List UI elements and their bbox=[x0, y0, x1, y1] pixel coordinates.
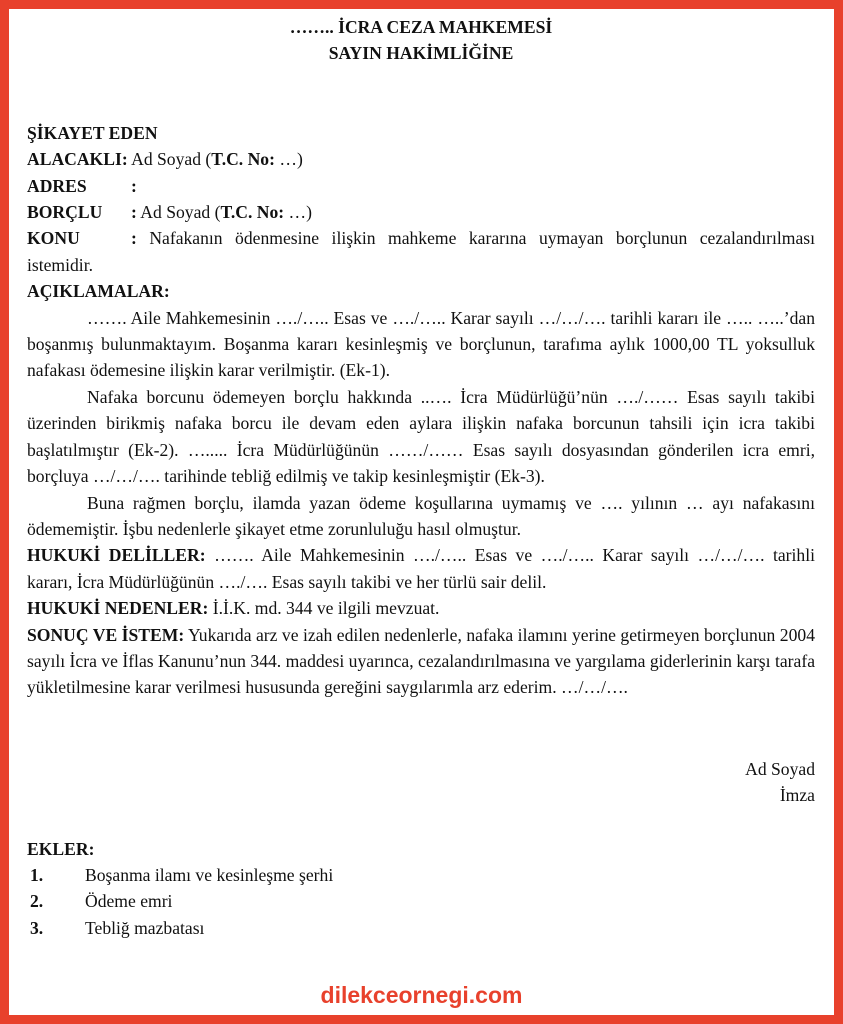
debtor-line bbox=[27, 199, 815, 225]
evidence-text: ……. Aile Mahkemesinin …./….. Esas ve …./….. Karar sayılı …/…/…. tarihli kararı, İcra Müdürlüğünün …./…. Esas sayılı takibi ve her türlü sair delil. bbox=[27, 545, 815, 592]
complainant-label: ŞİKAYET EDEN bbox=[27, 122, 158, 143]
creditor-tc-label: T.C. No: bbox=[211, 149, 275, 170]
debtor-tc-label: T.C. No: bbox=[220, 202, 285, 223]
creditor-tc-value: …) bbox=[274, 149, 303, 170]
explanation-paragraph-3: Buna rağmen borçlu, ilamda yazan ödeme koşullarına uymamış ve …. yılının … ayı nafakasını ödememiştir. İşbu nedenlerle şikayet etme zorunluluğu hasıl olmuştur. bbox=[27, 492, 815, 539]
creditor-label: ALACAKLI: bbox=[27, 149, 128, 170]
conclusion-text: Yukarıda arz ve izah edilen nedenlerle, nafaka ilamını yerine getirmeyen borçlunun 2004 sayılı İcra ve İflas Kanunu’nun 344. maddesi uyarınca, cezalandırılmasına ve yargılama giderlerinin karşı tarafa yükletilmesine karar verilmesi hususunda gereğini saygılarımla arz ederim. …/…/…. bbox=[27, 624, 815, 698]
debtor-tc-value: …) bbox=[284, 202, 312, 223]
creditor-line bbox=[27, 146, 815, 172]
conclusion-section bbox=[27, 622, 815, 701]
subject-line bbox=[27, 225, 815, 278]
explanations-label: AÇIKLAMALAR: bbox=[27, 281, 170, 302]
attachments-label: EKLER: bbox=[27, 838, 95, 859]
attachments-list bbox=[27, 862, 815, 941]
legal-grounds-section bbox=[27, 595, 815, 621]
debtor-colon: : bbox=[131, 202, 137, 223]
subject-label: KONU bbox=[27, 228, 80, 249]
addressee-title: SAYIN HAKİMLİĞİNE bbox=[328, 43, 514, 64]
subject-colon: : bbox=[131, 228, 137, 249]
signature-name: Ad Soyad bbox=[745, 758, 815, 779]
address-colon: : bbox=[131, 175, 137, 196]
watermark-link[interactable]: dilekceornegi.com bbox=[320, 982, 523, 1008]
evidence-label: HUKUKİ DELİLLER: bbox=[27, 545, 206, 566]
petition-document bbox=[27, 14, 815, 941]
signature-sign: İmza bbox=[779, 785, 815, 806]
legal-grounds-text: İ.İ.K. md. 344 ve ilgili mevzuat. bbox=[208, 598, 440, 619]
list-item: 3. Tebliğ mazbatası bbox=[30, 917, 205, 938]
list-item: 2. Ödeme emri bbox=[30, 891, 173, 912]
address-line bbox=[27, 173, 815, 199]
conclusion-label: SONUÇ VE İSTEM: bbox=[27, 624, 185, 645]
debtor-label: BORÇLU bbox=[27, 202, 103, 223]
list-item: 1. Boşanma ilamı ve kesinleşme şerhi bbox=[30, 864, 334, 885]
explanation-paragraph-2: Nafaka borcunu ödemeyen borçlu hakkında ..…. İcra Müdürlüğü’nün …./…… Esas sayılı takibi üzerinden birikmiş nafaka borcu ile devam eden aylara ilişkin nafaka borcunun tahsili için icra takibi başlatılmıştır (Ek-2). …..... İcra Müdürlüğünün ……/…… Esas sayılı dosyasından gönderilen icra emri, borçluya …/…/…. tarihinde tebliğ edilmiş ve takip kesinleşmiştir (Ek-3). bbox=[27, 386, 815, 487]
debtor-name: Ad Soyad ( bbox=[136, 202, 221, 223]
explanation-paragraph-1: ……. Aile Mahkemesinin …./….. Esas ve …./….. Karar sayılı …/…/…. tarihli kararı ile ….. …..’dan boşanmış bulunmaktayım. Boşanma kararı kesinleşmiş ve borçlunun, tarafıma aylık 1000,00 TL yoksulluk nafakası ödemesine ilişkin karar verilmiştir. (Ek-1). bbox=[27, 307, 815, 381]
legal-grounds-label: HUKUKİ NEDENLER: bbox=[27, 598, 209, 619]
address-label: ADRES bbox=[27, 175, 87, 196]
evidence-section bbox=[27, 542, 815, 595]
subject-text: Nafakanın ödenmesine ilişkin mahkeme kararına uymayan borçlunun cezalandırılması istemidir. bbox=[27, 228, 815, 275]
creditor-name: Ad Soyad ( bbox=[127, 149, 212, 170]
court-title: …….. İCRA CEZA MAHKEMESİ bbox=[289, 17, 553, 37]
